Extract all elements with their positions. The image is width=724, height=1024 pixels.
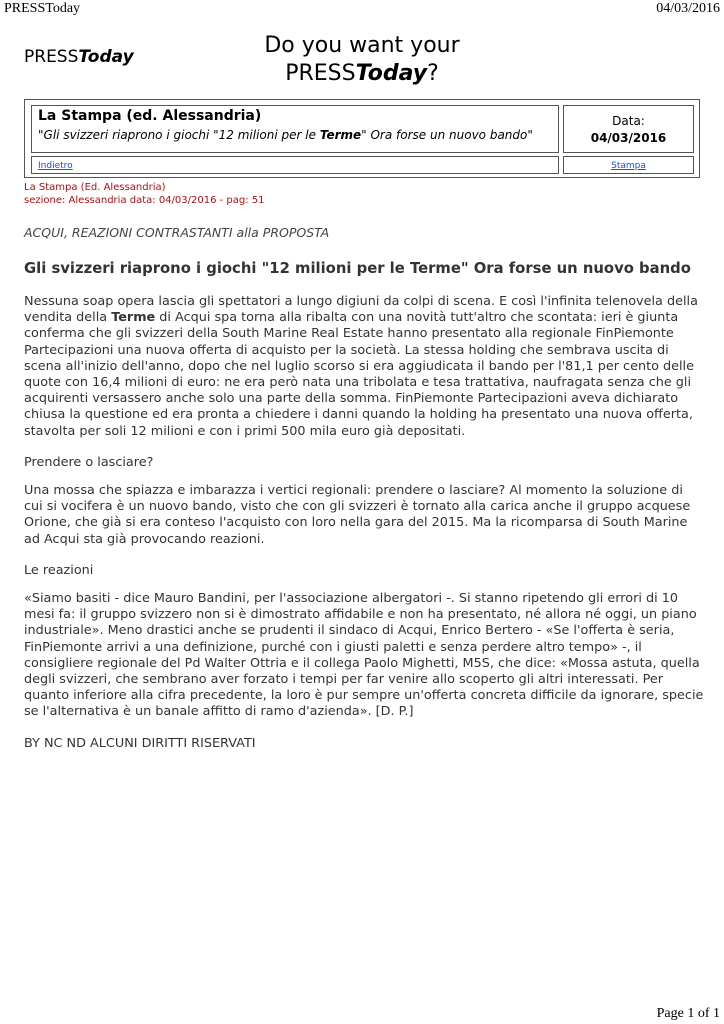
meta-section-date: sezione: Alessandria data: 04/03/2016 - pag: 51 [24,195,265,206]
headline-quote-close: " [527,128,533,142]
brand-suffix: Today [78,47,134,67]
paragraph-2: Una mossa che spiazza e imbarazza i vertici regionali: prendere o lasciare? Al momento la soluzione di cui si vocifera è un nuovo bando, visto che con gli svizzeri è tornato alla carica anche il gruppo acquese Orione, che già si era conteso l'acquisto con loro nella gara del 2015. Ma la ricomparsa di South Marine ad Acqui sta già provocando reazioni. [24,483,691,547]
meta-source: La Stampa (Ed. Alessandria) [24,182,166,193]
paragraph-1-b: di Acqui spa torna alla ribalta con una novità tutt'altro che scontata: ieri è giunta conferma che gli svizzeri della South Marine Real Estate hanno presentato alla regionale FinPiemonte Partecipazioni una nuova offerta di acquisto per la società. La stessa holding che sembrava uscita di scena all'inizio dell'anno, dopo che nel luglio scorso si era aggiudicata il bando per l'81,1 per cento delle quote con 16,4 milioni di euro: ne era però nata una tribolata e tesa trattativa, naufragata senza che gli acquirenti versassero anche solo una parte della somma. FinPiemonte Partecipazioni aveva dichiarato chiusa la questione ed era pronta a chiedere i danni quando la holding ha presentato una nuova offerta, stavolta per soli 12 milioni e con i primi 500 mila euro già depositati. [24,310,694,439]
paragraph-1-a: Nessuna soap opera lascia gli spettatori a lungo digiuni da colpi di scena. E così l'infinita telenovela della vendita della [24,294,698,326]
article-body [24,294,704,767]
article-meta [24,181,265,207]
tagline-line2 [0,60,724,88]
brand-prefix: PRESS [24,47,79,67]
paragraph-subheading-1: Prendere o lasciare? [24,454,154,470]
tagline-end: ? [427,61,439,86]
paragraph-1-bold: Terme [111,310,156,326]
section-label: ACQUI, REAZIONI CONTRASTANTI alla PROPOSTA [24,225,330,240]
source-headline [38,127,552,143]
license-note: BY NC ND ALCUNI DIRITTI RISERVATI [24,735,256,751]
tagline-today: Today [355,61,428,86]
headline-quote-open: " [38,128,44,142]
source-headline-a: Gli svizzeri riaprono i giochi "12 milioni per le [43,128,320,142]
date-value: 04/03/2016 [590,131,667,145]
headline-bold: Terme [409,260,461,277]
source-headline-b: " Ora forse un nuovo bando [361,128,528,142]
print-header-date: 04/03/2016 [656,1,720,16]
print-link[interactable]: Stampa [611,161,646,171]
page-counter: Page 1 of 1 [656,1006,720,1021]
source-headline-bold: Terme [319,128,362,142]
print-header [4,0,720,20]
tagline-press: PRESS [285,61,356,86]
headline-part1: Gli svizzeri riaprono i giochi "12 milioni per le [24,260,410,277]
source-name: La Stampa (ed. Alessandria) [38,108,262,124]
source-cell [31,105,559,153]
paragraph-3: «Siamo basiti - dice Mauro Bandini, per l'associazione albergatori -. Si stanno ripetendo gli errori di 10 mesi fa: il gruppo svizzero non si è dimostrato affidabile e non ha presentato, né allora né oggi, un piano industriale». Meno drastici anche se prudenti il sindaco di Acqui, Enrico Bertero - «Se l'offerta è seria, FinPiemonte arrivi a una definizione, purché con i giusti paletti e senza perdere altro tempo» -, il consigliere regionale del Pd Walter Ottria e il collega Paolo Mighetti, M5S, che dice: «Mossa astuta, quella degli svizzeri, che sembrano aver forzato i tempi per far venire allo scoperto gli altri interessati. Per quanto inferiore alla cifra precedente, la loro è pur sempre un'offerta concreta difficile da ignorare, specie se l'alternativa è un banale affitto di ramo d'azienda». [D. P.] [24,591,704,720]
date-cell [563,105,694,153]
paragraph-1 [24,294,704,440]
back-link[interactable]: Indietro [38,161,73,171]
article-info-box [24,99,700,178]
print-cell [563,156,694,174]
date-label: Data: [612,114,645,128]
print-header-title: PRESSToday [4,1,81,16]
paragraph-subheading-2: Le reazioni [24,562,94,578]
tagline [0,32,724,88]
tagline-line1: Do you want your [264,33,460,58]
article-headline [24,260,691,277]
headline-part2: " Ora forse un nuovo bando [460,260,691,277]
back-cell [31,156,559,174]
